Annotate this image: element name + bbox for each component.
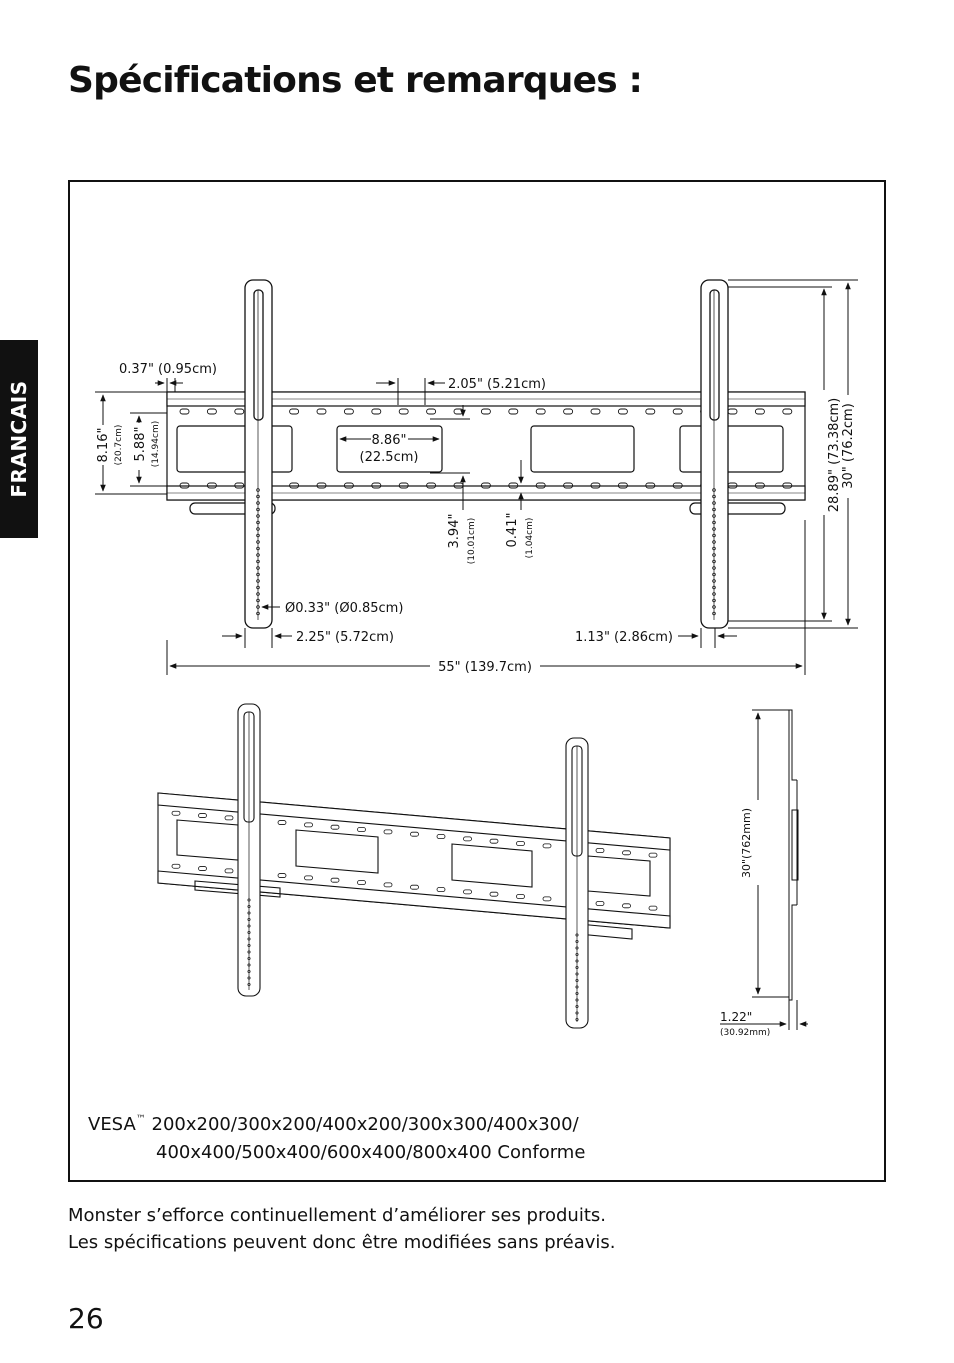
language-tab-label: FRANCAIS: [7, 380, 31, 498]
side-depth-label: 1.22": [720, 1010, 753, 1024]
edge-offset-label: 0.37" (0.95cm): [119, 362, 217, 377]
slot-offset-label: 3.94": [447, 513, 462, 549]
left-rail: [245, 280, 272, 628]
side-height-label: 30"(762mm): [740, 807, 753, 879]
page-title: Spécifications et remarques :: [68, 60, 643, 101]
perspective-view: [158, 704, 670, 1028]
hole-span-cm-label: (14.94cm): [151, 420, 161, 468]
disclaimer-line-2: Les spécifications peuvent donc être modifiées sans préavis.: [68, 1232, 616, 1253]
rail-width-left-label: 2.25" (5.72cm): [296, 630, 394, 645]
disclaimer-line-1: Monster s’efforce continuellement d’améliorer ses produits.: [68, 1205, 606, 1226]
slot-width-label-1: 8.86": [371, 433, 407, 448]
plate-height-label: 8.16": [96, 427, 111, 463]
vesa-line-1: 200x200/300x200/400x200/300x300/400x300/: [145, 1114, 579, 1135]
vesa-compliance: [88, 1106, 585, 1167]
hole-span-label: 5.88": [133, 426, 148, 462]
right-rail: [701, 280, 728, 628]
trademark-symbol: ™: [135, 1114, 146, 1125]
slot-width-label-2: (22.5cm): [359, 450, 419, 465]
side-view: [720, 710, 808, 1038]
total-width-label: 55" (139.7cm): [438, 660, 532, 675]
disclaimer: [68, 1202, 616, 1256]
hole-size-cm-label: (1.04cm): [525, 517, 535, 559]
rail-height-inner-label: 28.89" (73.38cm): [827, 397, 842, 513]
rail-height-outer-label: 30" (76.2cm): [841, 403, 856, 489]
rail-width-right-label: 1.13" (2.86cm): [575, 630, 673, 645]
side-depth-mm-label: (30.92mm): [720, 1028, 771, 1038]
rail-hole-diameter-label: Ø0.33" (Ø0.85cm): [285, 601, 404, 616]
vesa-label: VESA: [88, 1114, 136, 1135]
hole-size-label: 0.41": [505, 512, 520, 548]
plate-height-cm-label: (20.7cm): [114, 424, 124, 466]
front-view: [95, 280, 858, 675]
slot-offset-cm-label: (10.01cm): [467, 517, 477, 565]
page-number: 26: [68, 1302, 104, 1335]
hole-pitch-label: 2.05" (5.21cm): [448, 377, 546, 392]
vesa-line-2: 400x400/500x400/600x400/800x400 Conforme: [156, 1142, 586, 1163]
